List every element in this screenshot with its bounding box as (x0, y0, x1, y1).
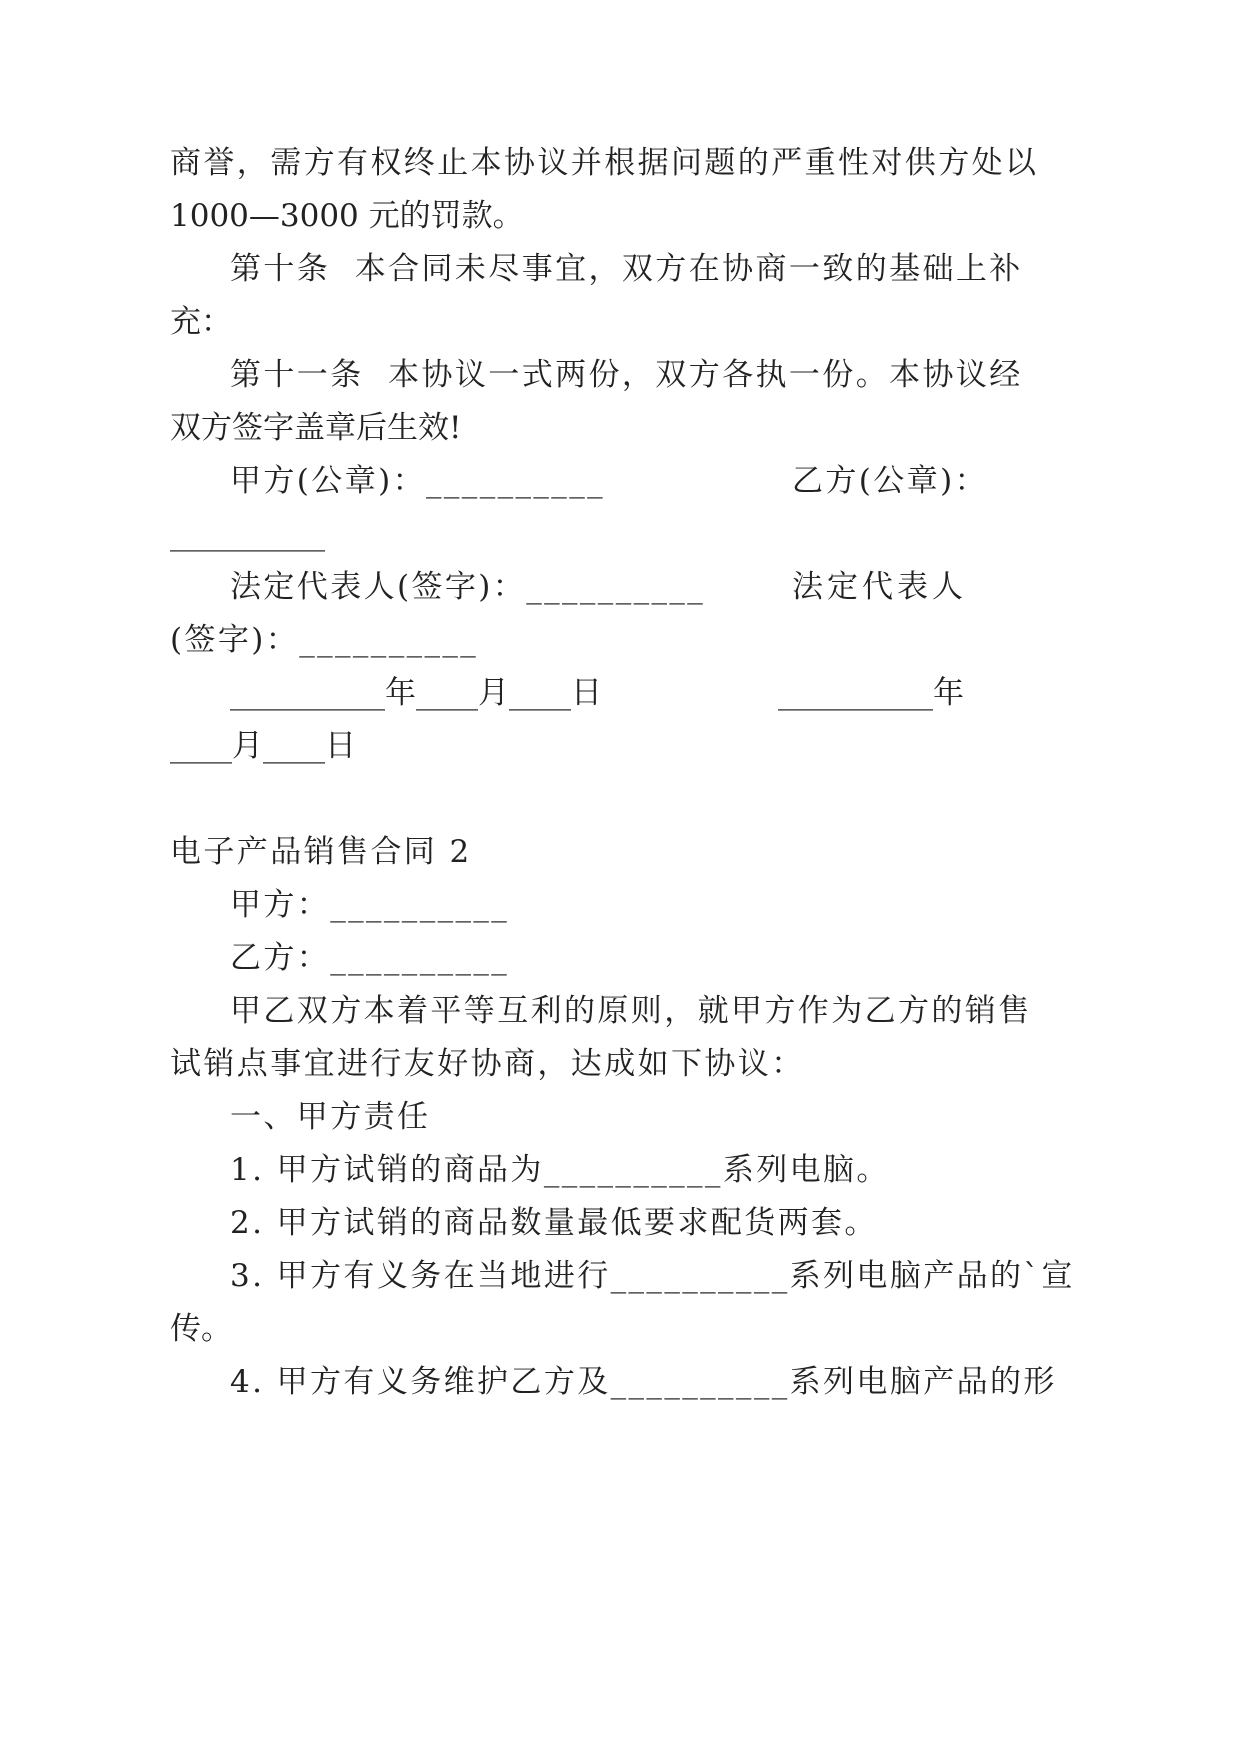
contract-2-item-1: 1. 甲方试销的商品为__________系列电脑。 (230, 1152, 890, 1188)
article-10-line-2: 充： (170, 304, 232, 340)
article-11-line-1: 第十一条 本协议一式两份，双方各执一份。本协议经 (230, 357, 1023, 393)
contract-2-intro-line-1: 甲乙双方本着平等互利的原则，就甲方作为乙方的销售 (230, 993, 1032, 1029)
contract-2-party-a-field: 甲方：__________ (230, 887, 510, 923)
party-b-representative-field: (签字)：__________ (170, 622, 479, 658)
contract-2-item-4-line-1: 4. 甲方有义务维护乙方及__________系列电脑产品的形 (230, 1364, 1057, 1400)
contract-2-section-1-heading: 一、甲方责任 (230, 1099, 431, 1135)
party-a-representative-field: 法定代表人(签字)：__________ (230, 569, 706, 605)
party-b-representative-label: 法定代表人 (792, 569, 967, 605)
contract-2-item-3-line-1: 3. 甲方有义务在当地进行__________系列电脑产品的`宣 (230, 1258, 1075, 1294)
contract-2-item-3-line-2: 传。 (170, 1311, 232, 1347)
party-a-seal-field: 甲方(公章)：__________ (230, 463, 605, 499)
contract-2-title: 电子产品销售合同 2 (170, 834, 472, 870)
party-b-seal-label: 乙方(公章)： (792, 463, 988, 499)
party-a-date-field: __________年____月____日 (230, 675, 602, 711)
article-10-line-1: 第十条 本合同未尽事宜，双方在协商一致的基础上补 (230, 251, 1023, 287)
paragraph-penalty-line-2: 1000—3000 元的罚款。 (170, 198, 524, 234)
party-b-date-field-year: __________年 (778, 675, 964, 711)
contract-2-party-b-field: 乙方：__________ (230, 940, 510, 976)
party-b-date-field-month-day: ____月____日 (170, 728, 356, 764)
contract-2-intro-line-2: 试销点事宜进行友好协商，达成如下协议： (170, 1046, 805, 1082)
contract-2-item-2: 2. 甲方试销的商品数量最低要求配货两套。 (230, 1205, 878, 1241)
article-11-line-2: 双方签字盖章后生效! (170, 410, 462, 446)
paragraph-penalty-line-1: 商誉，需方有权终止本协议并根据问题的严重性对供方处以 (170, 145, 1039, 181)
party-b-seal-blank: __________ (170, 516, 325, 552)
